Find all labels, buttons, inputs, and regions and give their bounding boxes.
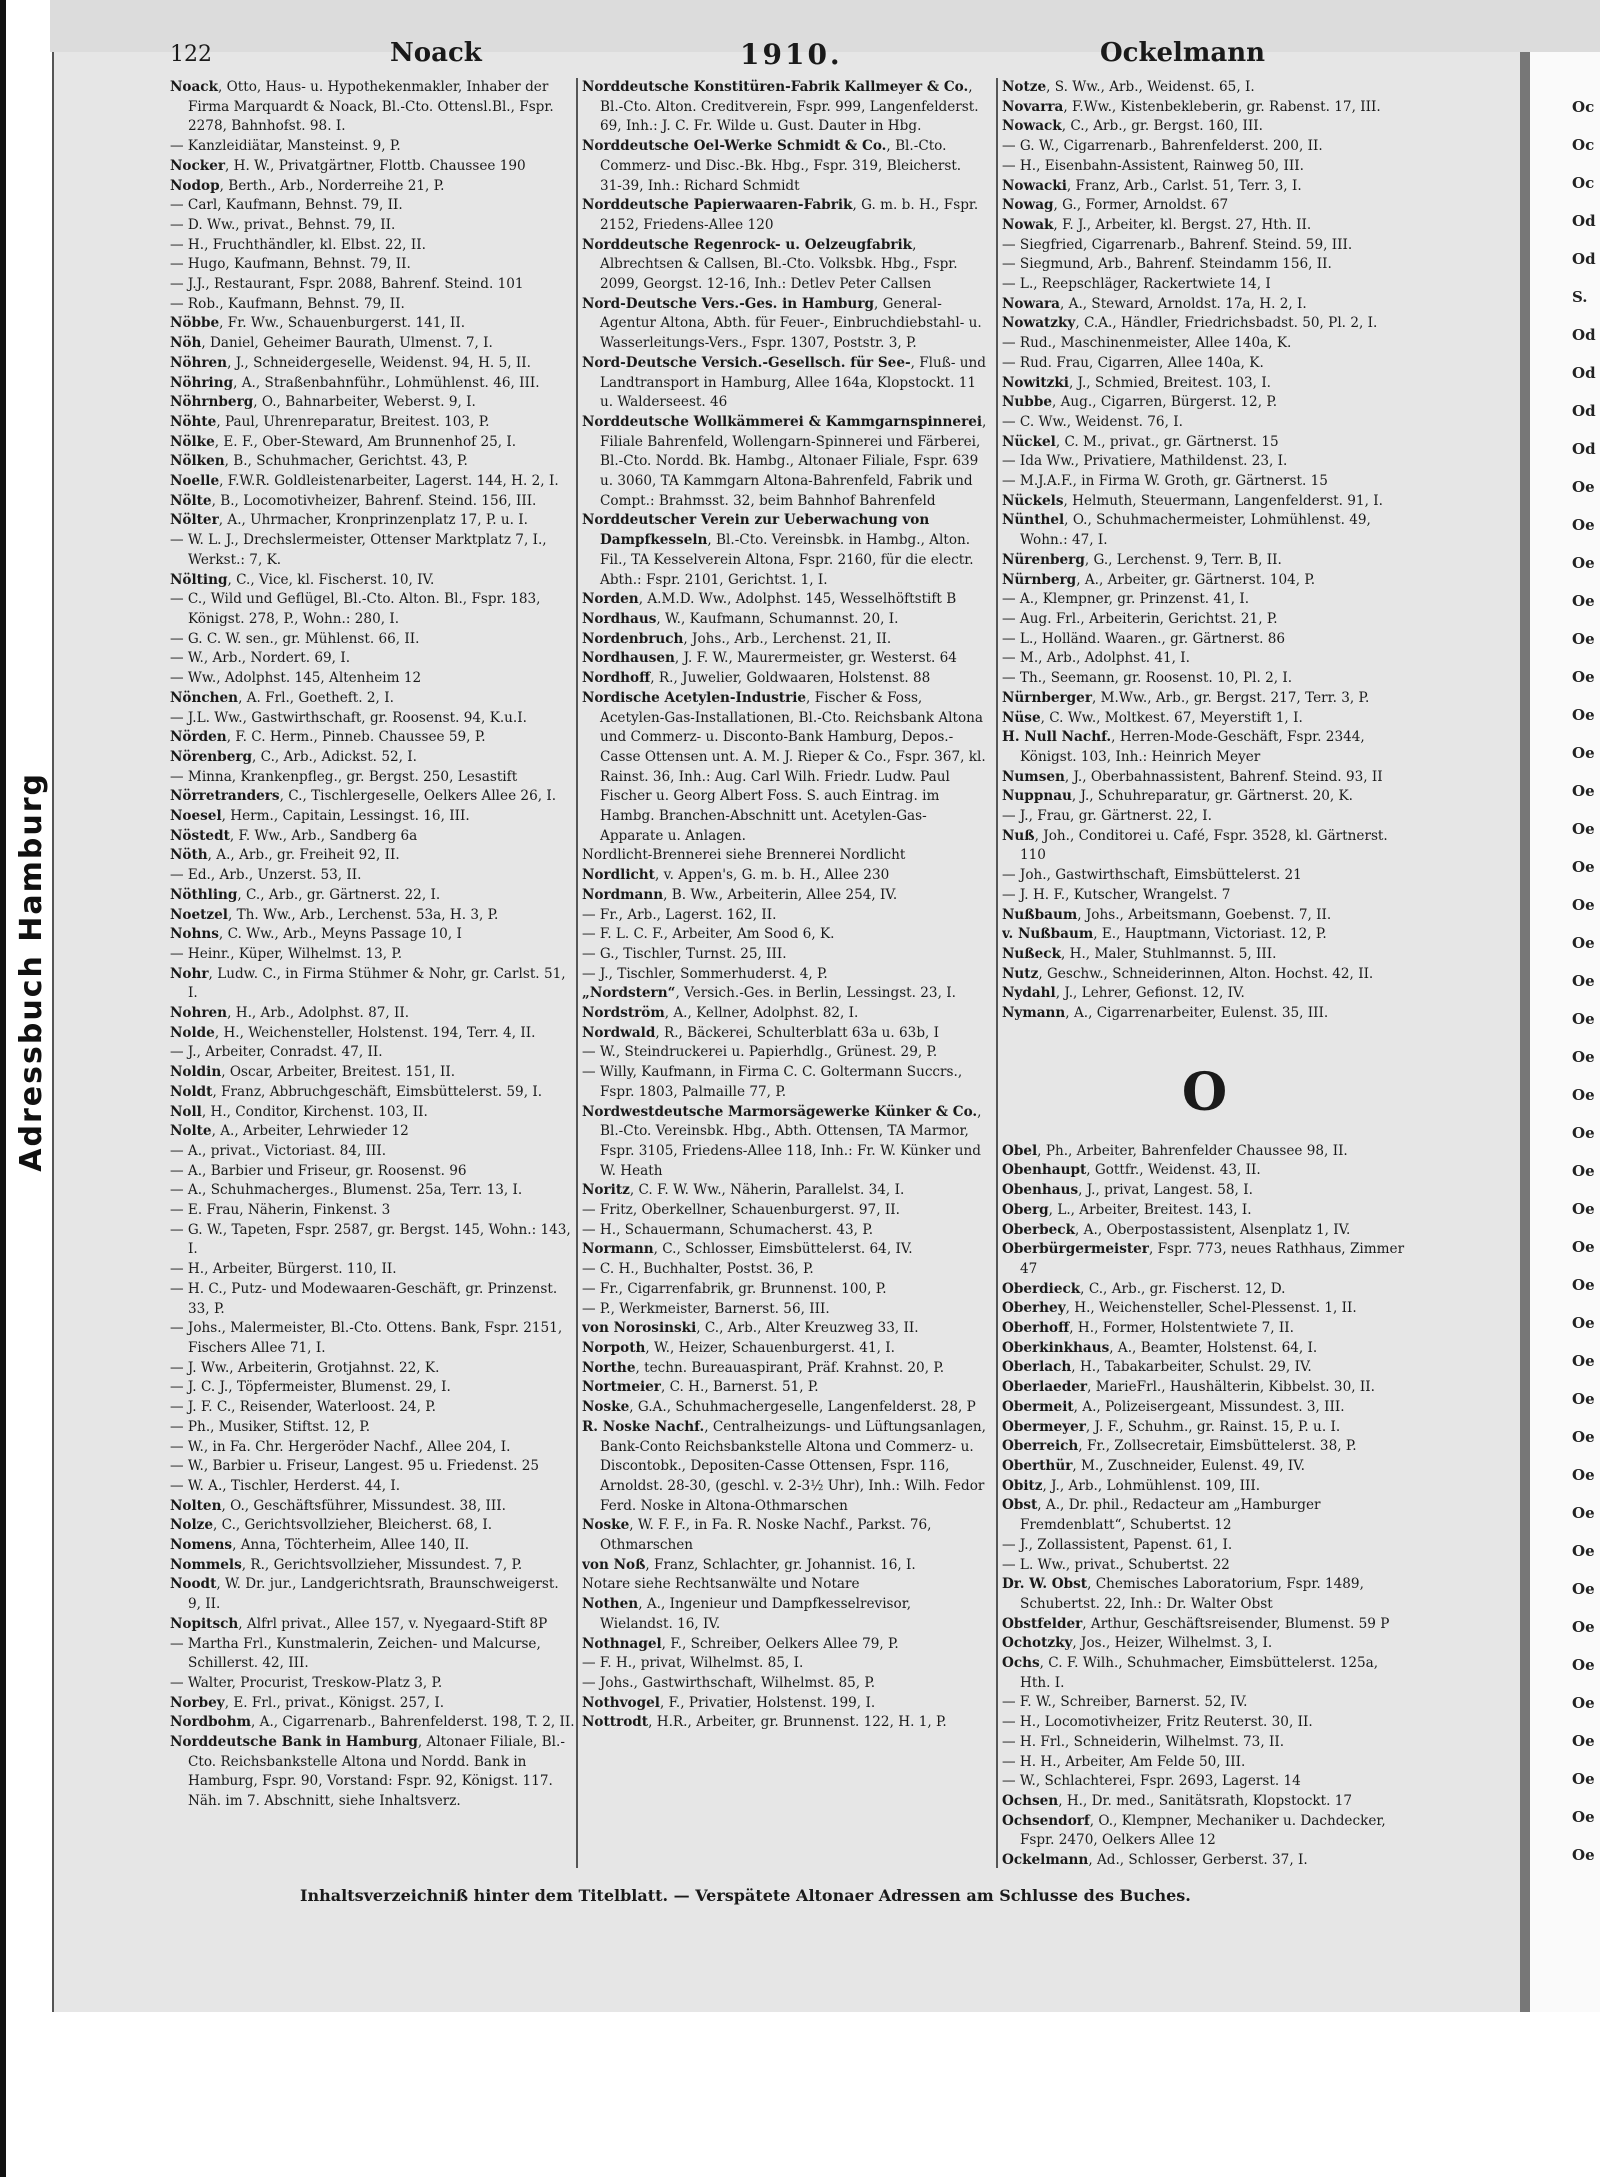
directory-entry: — Carl, Kaufmann, Behnst. 79, II. [170,197,403,214]
directory-entry: — H., Fruchthändler, kl. Elbst. 22, II. [170,236,426,253]
directory-entry: — J. Ww., Arbeiterin, Grotjahnst. 22, K. [170,1359,440,1376]
directory-entry: Nöthling, C., Arb., gr. Gärtnerst. 22, I. [170,886,441,903]
directory-entry: Nölte, B., Locomotivheizer, Bahrenf. Steind. 156, III. [170,492,537,509]
directory-entry: — Th., Seemann, gr. Roosenst. 10, Pl. 2, I. [1002,670,1293,687]
directory-entry: — E. Frau, Näherin, Finkenst. 3 [170,1202,391,1219]
next-page-fragment: Od [1572,250,1596,268]
footer-note: Inhaltsverzeichniß hinter dem Titelblatt. — Verspätete Altonaer Adressen am Schlusse des Buches. [300,1886,1191,1905]
directory-entry: Oberdieck, C., Arb., gr. Fischerst. 12, D. [1002,1280,1286,1297]
directory-entry: — H., Schauermann, Schumacherst. 43, P. [582,1221,874,1238]
directory-entry: Nordhaus, W., Kaufmann, Schumannst. 20, I. [582,610,899,627]
directory-entry: — Fr., Arb., Lagerst. 162, II. [582,906,777,923]
directory-entry: Oberhoff, H., Former, Holstentwiete 7, II. [1002,1320,1294,1337]
directory-entry: Nordström, A., Kellner, Adolphst. 82, I. [582,1005,859,1022]
next-page-fragment: Od [1572,212,1596,230]
next-page-fragment: Oe [1572,896,1595,914]
directory-entry: — Joh., Gastwirthschaft, Eimsbüttelerst. 21 [1002,867,1302,884]
directory-entry: Nölter, A., Uhrmacher, Kronprinzenplatz 17, P. u. I. [170,512,528,529]
directory-entry: Noske, G.A., Schuhmachergeselle, Langenfelderst. 28, P [582,1399,976,1416]
directory-entry: — H. H., Arbeiter, Am Felde 50, III. [1002,1753,1246,1770]
directory-entry: Nowara, A., Steward, Arnoldst. 17a, H. 2, I. [1002,295,1307,312]
directory-entry: Noack, Otto, Haus- u. Hypothekenmakler, Inhaber der Firma Marquardt & Noack, Bl.-Cto. Ottensl.Bl., Fspr. 2278, Bahnhofst. 98. I. [170,79,554,135]
section-letter-o: O [1181,1061,1228,1123]
next-page-fragment: Oe [1572,1238,1595,1256]
page-number: 122 [170,42,212,67]
directory-entry: H. Null Nachf., Herren-Mode-Geschäft, Fspr. 2344, Königst. 103, Inh.: Heinrich Meyer [1002,729,1365,765]
directory-entry: Norddeutsche Wollkämmerei & Kammgarnspinnerei, Filiale Bahrenfeld, Wollengarn-Spinnerei und Färberei, Bl.-Cto. Nordd. Bk. Hambg., Altonaer Filiale, Fspr. 639 u. 3060, TA Kammgarn Altona-Bahrenfeld, Fabrik und Compt.: Brahmsst. 32, beim Bahnhof Bahrenfeld [582,413,987,509]
directory-entry: Oberlach, H., Tabakarbeiter, Schulst. 29, IV. [1002,1359,1312,1376]
directory-entry: Noesel, Herm., Capitain, Lessingst. 16, III. [170,808,470,825]
directory-entry: Obst, A., Dr. phil., Redacteur am „Hamburger Fremdenblatt“, Schubertst. 12 [1002,1497,1321,1534]
directory-entry: — F. W., Schreiber, Barnerst. 52, IV. [1002,1694,1248,1711]
directory-entry: Nordwald, R., Bäckerei, Schulterblatt 63a u. 63b, I [582,1024,940,1041]
directory-entry: Nordhausen, J. F. W., Maurermeister, gr. Westerst. 64 [582,650,957,667]
directory-entry: Obermeyer, J. F., Schuhm., gr. Rainst. 15, P. u. I. [1002,1418,1341,1435]
directory-entry: Nord-Deutsche Versich.-Gesellsch. für See-, Fluß- und Landtransport in Hamburg, Allee 164a, Klopstockt. 11 u. Walderseest. 46 [582,354,986,411]
next-page-fragment: Oe [1572,1580,1595,1598]
entries-n [1002,78,1407,1024]
directory-entry: Nußbaum, Johs., Arbeitsmann, Goebenst. 7, II. [1002,906,1332,923]
directory-entry: Noritz, C. F. W. Ww., Näherin, Parallelst. 34, I. [582,1182,905,1199]
directory-entry: Nolte, A., Arbeiter, Lehrwieder 12 [170,1123,409,1140]
directory-column-2 [582,78,987,1868]
directory-entry: — Johs., Malermeister, Bl.-Cto. Ottens. Bank, Fspr. 2151, Fischers Allee 71, I. [170,1320,563,1356]
directory-entry: — Fr., Cigarrenfabrik, gr. Brunnenst. 100, P. [582,1280,887,1297]
directory-entry: — Martha Frl., Kunstmalerin, Zeichen- und Malcurse, Schillerst. 42, III. [170,1635,541,1672]
directory-entry: Nöbbe, Fr. Ww., Schauenburgerst. 141, II. [170,315,466,332]
header-first-entry: Noack [390,38,482,68]
directory-entry: Nordlicht-Brennerei siehe Brennerei Nordlicht [582,847,906,864]
directory-entry: Nölken, B., Schuhmacher, Gerichtst. 43, P. [170,453,468,470]
directory-entry: Nothnagel, F., Schreiber, Oelkers Allee 79, P. [582,1635,899,1652]
directory-entry: — Rud. Frau, Cigarren, Allee 140a, K. [1002,354,1264,371]
directory-entry: — A., Barbier und Friseur, gr. Roosenst. 96 [170,1162,467,1179]
directory-entry: Oberg, L., Arbeiter, Breitest. 143, I. [1002,1201,1252,1218]
directory-entry: Ochsendorf, O., Klempner, Mechaniker u. Dachdecker, Fspr. 2470, Oelkers Allee 12 [1002,1812,1386,1849]
directory-entry: Oberbürgermeister, Fspr. 773, neues Rathhaus, Zimmer 47 [1002,1241,1405,1277]
directory-entry: — J., Tischler, Sommerhuderst. 4, P. [582,965,828,982]
directory-entry: Nöhrnberg, O., Bahnarbeiter, Weberst. 9, I. [170,394,476,411]
directory-entry: — W. L. J., Drechslermeister, Ottenser Marktplatz 7, I., Werkst.: 7, K. [170,532,547,568]
directory-entry: Nolde, H., Weichensteller, Holstenst. 194, Terr. 4, II. [170,1024,536,1041]
column-divider [996,78,998,1868]
directory-entry: Ochotzky, Jos., Heizer, Wilhelmst. 3, I. [1002,1635,1273,1652]
next-page-fragment: Oe [1572,1162,1595,1180]
directory-entry: Nöh, Daniel, Geheimer Baurath, Ulmenst. 7, I. [170,335,493,352]
directory-entry: Oberthür, M., Zuschneider, Eulenst. 49, IV. [1002,1458,1305,1474]
directory-entry: Nöth, A., Arb., gr. Freiheit 92, II. [170,847,400,864]
directory-entry: — Siegfried, Cigarrenarb., Bahrenf. Steind. 59, III. [1002,236,1353,253]
directory-entry: Ockelmann, Ad., Schlosser, Gerberst. 37, I. [1002,1852,1308,1868]
directory-column-3 [1002,78,1407,1868]
directory-entry: Noetzel, Th. Ww., Arb., Lerchenst. 53a, H. 3, P. [170,906,499,923]
directory-entry: — J. F. C., Reisender, Waterloost. 24, P. [170,1399,436,1416]
directory-entry: Nordwestdeutsche Marmorsägewerke Künker & Co., Bl.-Cto. Vereinsbk. Hbg., Abth. Ottensen, TA Marmor, Fspr. 3105, Friedens-Allee 118, Inh.: Fr. W. Künker und W. Heath [582,1103,982,1179]
directory-entry: Norddeutsche Konstitüren-Fabrik Kallmeyer & Co., Bl.-Cto. Alton. Creditverein, Fspr. 999, Langenfelderst. 69, Inh.: J. C. Fr. Wilde u. Gust. Dauter in Hbg. [582,79,979,135]
directory-entry: Nommels, R., Gerichtsvollzieher, Missundest. 7, P. [170,1556,523,1573]
next-page-fragment: Oe [1572,1542,1595,1560]
directory-entry: — Minna, Krankenpfleg., gr. Bergst. 250, Lesastift [170,768,518,785]
directory-entry: Nowak, F. J., Arbeiter, kl. Bergst. 27, Hth. II. [1002,216,1312,233]
next-page-fragment: Oe [1572,1846,1595,1864]
next-page-fragment: Oe [1572,592,1595,610]
next-page-fragment: Oc [1572,136,1595,154]
directory-entry: Nolze, C., Gerichtsvollzieher, Bleicherst. 68, I. [170,1517,493,1534]
directory-entry: Oberhey, H., Weichensteller, Schel-Plessenst. 1, II. [1002,1300,1357,1317]
directory-entry: Norden, A.M.D. Ww., Adolphst. 145, Wesselhöftstift B [582,591,957,608]
directory-entry: Obenhaus, J., privat, Langest. 58, I. [1002,1182,1253,1199]
header-year: 1910. [740,38,843,71]
next-page-fragment: Oe [1572,1010,1595,1028]
directory-entry: Normann, C., Schlosser, Eimsbüttelerst. 64, IV. [582,1241,913,1258]
directory-entry: — W., Steindruckerei u. Papierhdlg., Grünest. 29, P. [582,1044,938,1061]
directory-entry: — Ida Ww., Privatiere, Mathildenst. 23, I. [1002,453,1288,470]
directory-entry: von Noß, Franz, Schlachter, gr. Johannist. 16, I. [582,1556,916,1573]
directory-entry: — L., Holländ. Waaren., gr. Gärtnerst. 86 [1002,630,1286,647]
directory-entry: — W., Barbier u. Friseur, Langest. 95 u. Friedenst. 25 [170,1458,540,1475]
directory-entry: — G. W., Tapeten, Fspr. 2587, gr. Bergst. 145, Wohn.: 143, I. [170,1221,571,1258]
next-page-fragment: Oe [1572,1352,1595,1370]
directory-entry: — W. A., Tischler, Herderst. 44, I. [170,1477,401,1494]
directory-entry: Nowatzky, C.A., Händler, Friedrichsbadst. 50, Pl. 2, I. [1002,315,1378,332]
directory-entry: — J.J., Restaurant, Fspr. 2088, Bahrenf. Steind. 101 [170,276,524,293]
directory-entry: Nothvogel, F., Privatier, Holstenst. 199, I. [582,1694,876,1711]
directory-entry: Notze, S. Ww., Arb., Weidenst. 65, I. [1002,79,1255,95]
directory-entry: Novarra, F.Ww., Kistenbekleberin, gr. Rabenst. 17, III. [1002,98,1381,115]
next-page-fragment: Oe [1572,1694,1595,1712]
next-page-fragment: Od [1572,440,1596,458]
directory-entry: — Kanzleidiätar, Mansteinst. 9, P. [170,138,401,155]
directory-entry: Nordische Acetylen-Industrie, Fischer & Foss, Acetylen-Gas-Installationen, Bl.-Cto. Reichsbank Altona und Commerz- u. Disconto-Bank Hamburg, Depos.-Casse Ottensen unt. A. M. J. Rieper & Co., Fspr. 367, kl. Rainst. 36, Inh.: Aug. Carl Wilh. Friedr. Ludw. Paul Fischer u. Georg Albert Foss. S. auch Eintrag. im Hambg. Branchen-Abschnitt unt. Acetylen-Gas-Apparate u. Anlagen. [582,689,986,844]
directory-entry: Noelle, F.W.R. Goldleistenarbeiter, Lagerst. 144, H. 2, I. [170,473,559,490]
directory-entry: Nückel, C. M., privat., gr. Gärtnerst. 15 [1002,433,1279,450]
directory-entry: — Ed., Arb., Unzerst. 53, II. [170,867,362,884]
directory-entry: Norddeutsche Oel-Werke Schmidt & Co., Bl.-Cto. Commerz- und Disc.-Bk. Hbg., Fspr. 319, Bleicherst. 31-39, Inh.: Richard Schmidt [582,138,962,194]
directory-entry: Nymann, A., Cigarrenarbeiter, Eulenst. 35, III. [1002,1005,1329,1022]
directory-entry: Noldin, Oscar, Arbeiter, Breitest. 151, II. [170,1064,456,1081]
directory-entry: — Ph., Musiker, Stiftst. 12, P. [170,1418,371,1435]
directory-entry: Ochsen, H., Dr. med., Sanitätsrath, Klopstockt. 17 [1002,1792,1353,1809]
next-page-fragment: Oe [1572,1504,1595,1522]
next-page-fragment: Oe [1572,554,1595,572]
directory-entry: Obenhaupt, Gottfr., Weidenst. 43, II. [1002,1162,1261,1179]
directory-entry: — Willy, Kaufmann, in Firma C. C. Goltermann Succrs., Fspr. 1803, Palmaille 77, P. [582,1064,963,1100]
directory-entry: — J., Zollassistent, Papenst. 61, I. [1002,1536,1233,1553]
directory-entry: Obel, Ph., Arbeiter, Bahrenfelder Chaussee 98, II. [1002,1142,1348,1159]
directory-entry: — W., Schlachterei, Fspr. 2693, Lagerst. 14 [1002,1773,1301,1790]
directory-entry: Nocker, H. W., Privatgärtner, Flottb. Chaussee 190 [170,157,526,174]
spine-text: Adressbuch Hamburg [14,772,49,1172]
directory-entry: — G. W., Cigarrenarb., Bahrenfelderst. 200, II. [1002,138,1323,155]
next-page-fragment: Oe [1572,1314,1595,1332]
directory-entry: Nohns, C. Ww., Arb., Meyns Passage 10, I [170,926,462,943]
directory-entry: — Ww., Adolphst. 145, Altenheim 12 [170,670,422,687]
directory-entry: Nordmann, B. Ww., Arbeiterin, Allee 254, IV. [582,886,898,903]
directory-entry: — J., Frau, gr. Gärtnerst. 22, I. [1002,808,1212,825]
directory-entry: Noske, W. F. F., in Fa. R. Noske Nachf., Parkst. 76, Othmarschen [582,1517,932,1554]
directory-entry: — L., Reepschläger, Rackertwiete 14, I [1002,276,1271,293]
directory-entry: — H. C., Putz- und Modewaaren-Geschäft, gr. Prinzenst. 33, P. [170,1280,558,1317]
directory-entry: — W., Arb., Nordert. 69, I. [170,650,351,667]
directory-entry: Oberlaeder, MarieFrl., Haushälterin, Kibbelst. 30, II. [1002,1379,1375,1396]
directory-entry: Nürenberg, G., Lerchenst. 9, Terr. B, II. [1002,551,1282,568]
directory-entry: Nüse, C. Ww., Moltkest. 67, Meyerstift 1, I. [1002,709,1303,726]
next-page-fragment: Oe [1572,706,1595,724]
directory-entry: Nürnberger, M.Ww., Arb., gr. Bergst. 217, Terr. 3, P. [1002,689,1370,706]
directory-entry: „Nordstern“, Versich.-Ges. in Berlin, Lessingst. 23, I. [582,985,956,1002]
next-page-fragment: Oe [1572,744,1595,762]
directory-entry: — A., Klempner, gr. Prinzenst. 41, I. [1002,591,1250,608]
directory-entry: — L. Ww., privat., Schubertst. 22 [1002,1556,1230,1573]
directory-entry: Notare siehe Rechtsanwälte und Notare [582,1576,860,1593]
next-page-fragment: Oc [1572,174,1595,192]
directory-entry: Oberreich, Fr., Zollsecretair, Eimsbüttelerst. 38, P. [1002,1438,1357,1455]
next-page-fragment: Oe [1572,972,1595,990]
gutter [1520,52,1530,2012]
directory-entry: von Norosinski, C., Arb., Alter Kreuzweg 33, II. [582,1320,919,1337]
directory-entry: — M., Arb., Adolphst. 41, I. [1002,650,1190,667]
directory-entry: — Siegmund, Arb., Bahrenf. Steindamm 156, II. [1002,256,1332,273]
directory-entry: Norpoth, W., Heizer, Schauenburgerst. 41, I. [582,1340,895,1356]
header-last-entry: Ockelmann [1100,38,1266,68]
directory-entry: Nordbohm, A., Cigarrenarb., Bahrenfelderst. 198, T. 2, II. [170,1714,575,1731]
next-page-fragment: Od [1572,402,1596,420]
directory-entry: Nörenberg, C., Arb., Adickst. 52, I. [170,748,417,765]
directory-entry: Nölke, E. F., Ober-Steward, Am Brunnenhof 25, I. [170,433,517,450]
directory-entry: — P., Werkmeister, Barnerst. 56, III. [582,1300,830,1317]
directory-entry: Norbey, E. Frl., privat., Königst. 257, I. [170,1694,445,1711]
directory-entry: Obstfelder, Arthur, Geschäftsreisender, Blumenst. 59 P [1002,1615,1390,1632]
directory-entry: — Rob., Kaufmann, Behnst. 79, II. [170,295,405,312]
next-page-fragment: Oe [1572,1808,1595,1826]
directory-entry: Nomens, Anna, Töchterheim, Allee 140, II. [170,1537,470,1554]
next-page-fragment: Od [1572,326,1596,344]
column-divider [576,78,578,1868]
directory-entry: — C. H., Buchhalter, Postst. 36, P. [582,1261,814,1278]
directory-entry: — H., Locomotivheizer, Fritz Reuterst. 30, II. [1002,1714,1313,1731]
directory-entry: Norddeutsche Regenrock- u. Oelzeugfabrik, Albrechtsen & Callsen, Bl.-Cto. Volksbk. Hbg., Fspr. 2099, Georgst. 12-16, Inh.: Detlev Peter Callsen [582,236,958,293]
directory-entry: — H. Frl., Schneiderin, Wilhelmst. 73, II. [1002,1733,1285,1750]
entries-o [1002,1142,1407,1868]
directory-entry: Nord-Deutsche Vers.-Ges. in Hamburg, General-Agentur Altona, Abth. für Feuer-, Einbruchdiebstahl- u. Wasserleitungs-Vers., Fspr. 1307, Poststr. 3, P. [582,295,982,352]
next-page-fragment: Oe [1572,1200,1595,1218]
directory-entry: — A., Schuhmacherges., Blumenst. 25a, Terr. 13, I. [170,1182,523,1199]
directory-entry: Nowag, G., Former, Arnoldst. 67 [1002,197,1229,214]
directory-entry: — Heinr., Küper, Wilhelmst. 13, P. [170,945,403,962]
directory-entry: Nöhren, J., Schneidergeselle, Weidenst. 94, H. 5, II. [170,354,531,371]
directory-entry: Norddeutsche Papierwaaren-Fabrik, G. m. b. H., Fspr. 2152, Friedens-Allee 120 [582,197,979,233]
directory-entry: Nöhring, A., Straßenbahnführ., Lohmühlenst. 46, III. [170,374,540,391]
directory-entry: — M.J.A.F., in Firma W. Groth, gr. Gärtnerst. 15 [1002,473,1328,490]
directory-entry: Nubbe, Aug., Cigarren, Bürgerst. 12, P. [1002,394,1278,411]
directory-entry: Nöhte, Paul, Uhrenreparatur, Breitest. 103, P. [170,413,490,430]
directory-entry: Nöstedt, F. Ww., Arb., Sandberg 6a [170,827,418,844]
directory-entry: Nohren, H., Arb., Adolphst. 87, II. [170,1005,410,1022]
next-page-fragment: Oe [1572,668,1595,686]
directory-entry: Nowitzki, J., Schmied, Breitest. 103, I. [1002,374,1272,391]
directory-entry: Noldt, Franz, Abbruchgeschäft, Eimsbüttelerst. 59, I. [170,1083,543,1100]
directory-entry: Norddeutscher Verein zur Ueberwachung von Dampfkesseln, Bl.-Cto. Vereinsbk. in Hambg., Alton. Fil., TA Kesselverein Altona, Fspr. 2160, für die electr. Abth.: Fspr. 2101, Gerichtst. 1, I. [582,512,974,588]
directory-entry: Noodt, W. Dr. jur., Landgerichtsrath, Braunschweigerst. 9, II. [170,1576,559,1613]
directory-entry: Nutz, Geschw., Schneiderinnen, Alton. Hochst. 42, II. [1002,965,1374,982]
next-page-fragment: Oe [1572,516,1595,534]
directory-entry: Nortmeier, C. H., Barnerst. 51, P. [582,1379,819,1396]
next-page-fragment: Oe [1572,1390,1595,1408]
directory-entry: Noll, H., Conditor, Kirchenst. 103, II. [170,1103,428,1120]
directory-entry: Oberbeck, A., Oberpostassistent, Alsenplatz 1, IV. [1002,1221,1351,1238]
directory-entry: — Rud., Maschinenmeister, Allee 140a, K. [1002,335,1292,352]
next-page-fragment: Oe [1572,630,1595,648]
next-page-fragment: Oe [1572,1276,1595,1294]
directory-entry: Nodop, Berth., Arb., Norderreihe 21, P. [170,177,445,194]
directory-entry: — J. H. F., Kutscher, Wrangelst. 7 [1002,886,1231,903]
directory-entry: — F. H., privat, Wilhelmst. 85, I. [582,1655,804,1672]
next-page-strip [1520,52,1600,2012]
directory-entry: Nolten, O., Geschäftsführer, Missundest. 38, III. [170,1497,506,1514]
directory-entry: Nottrodt, H.R., Arbeiter, gr. Brunnenst. 122, H. 1, P. [582,1714,947,1731]
directory-entry: Obitz, J., Arb., Lohmühlenst. 109, III. [1002,1477,1261,1494]
next-page-fragment: Oe [1572,1086,1595,1104]
next-page-fragment: Oe [1572,782,1595,800]
directory-entry: Nölting, C., Vice, kl. Fischerst. 10, IV. [170,571,435,588]
directory-entry: Nuß, Joh., Conditorei u. Café, Fspr. 3528, kl. Gärtnerst. 110 [1002,827,1388,864]
directory-entry: Obermeit, A., Polizeisergeant, Missundest. 3, III. [1002,1398,1345,1415]
directory-entry: Nuppnau, J., Schuhreparatur, gr. Gärtnerst. 20, K. [1002,788,1353,805]
page-header [170,36,1300,76]
directory-entry: — C. Ww., Weidenst. 76, I. [1002,413,1183,430]
directory-entry: — C., Wild und Geflügel, Bl.-Cto. Alton. Bl., Fspr. 183, Königst. 278, P., Wohn.: 280, I. [170,591,541,627]
directory-entry: — G., Tischler, Turnst. 25, III. [582,945,787,962]
next-page-fragment: Oe [1572,1770,1595,1788]
directory-entry: Nörden, F. C. Herm., Pinneb. Chaussee 59, P. [170,729,486,746]
directory-entry: — H., Eisenbahn-Assistent, Rainweg 50, III. [1002,157,1304,174]
directory-entry: Nückels, Helmuth, Steuermann, Langenfelderst. 91, I. [1002,492,1383,509]
directory-entry: — H., Arbeiter, Bürgerst. 110, II. [170,1261,397,1278]
directory-entry: v. Nußbaum, E., Hauptmann, Victoriast. 12, P. [1002,926,1327,943]
next-page-fragment: Oe [1572,858,1595,876]
directory-entry: — J., Arbeiter, Conradst. 47, II. [170,1044,383,1061]
next-page-fragment: Oe [1572,478,1595,496]
scan-edge [0,0,6,2177]
directory-entry: Nordenbruch, Johs., Arb., Lerchenst. 21, II. [582,630,892,647]
next-page-fragment: Oe [1572,1048,1595,1066]
directory-entry: Nordhoff, R., Juwelier, Goldwaaren, Holstenst. 88 [582,670,931,687]
directory-entry: Nußeck, H., Maler, Stuhlmannst. 5, III. [1002,945,1277,962]
directory-entry: Nowack, C., Arb., gr. Bergst. 160, III. [1002,118,1263,135]
directory-entry: — G. C. W. sen., gr. Mühlenst. 66, II. [170,630,420,647]
next-page-fragment: Oe [1572,1124,1595,1142]
directory-entry: Numsen, J., Oberbahnassistent, Bahrenf. Steind. 93, II [1002,768,1383,785]
directory-entry: — Walter, Procurist, Treskow-Platz 3, P. [170,1674,443,1691]
directory-entry: Dr. W. Obst, Chemisches Laboratorium, Fspr. 1489, Schubertst. 22, Inh.: Dr. Walter Obst [1002,1576,1364,1612]
directory-entry: — Aug. Frl., Arbeiterin, Gerichtst. 21, P. [1002,610,1278,627]
directory-entry: — Hugo, Kaufmann, Behnst. 79, II. [170,256,411,273]
directory-entry: Nydahl, J., Lehrer, Gefionst. 12, IV. [1002,985,1245,1002]
directory-entry: — J.L. Ww., Gastwirthschaft, gr. Roosenst. 94, K.u.I. [170,709,527,726]
next-page-fragment: Oe [1572,1428,1595,1446]
next-page-fragment: Oe [1572,820,1595,838]
directory-entry: Norddeutsche Bank in Hamburg, Altonaer Filiale, Bl.-Cto. Reichsbankstelle Altona und Nordd. Bank in Hamburg, Fspr. 90, Vorstand: Fspr. 92, Königst. 117. Näh. im 7. Abschnitt, siehe Inhaltsverz. [170,1734,565,1810]
next-page-fragment: Oe [1572,934,1595,952]
next-page-fragment: Oe [1572,1732,1595,1750]
directory-entry: — Johs., Gastwirthschaft, Wilhelmst. 85, P. [582,1674,876,1691]
directory-entry: — Fritz, Oberkellner, Schauenburgerst. 97, II. [582,1202,900,1219]
directory-entry: Nowacki, Franz, Arb., Carlst. 51, Terr. 3, I. [1002,177,1302,194]
next-page-fragment: Oc [1572,98,1595,116]
directory-entry: R. Noske Nachf., Centralheizungs- und Lüftungsanlagen, Bank-Conto Reichsbankstelle Altona und Commerz- u. Discontobk., Depositen-Casse Ottensen, Fspr. 116, Arnoldst. 28-30, (geschl. v. 2-3½ Uhr), Inh.: Wilh. Fedor Ferd. Noske in Altona-Othmarschen [582,1418,987,1514]
directory-entry: Nörretranders, C., Tischlergeselle, Oelkers Allee 26, I. [170,788,557,805]
directory-entry: — D. Ww., privat., Behnst. 79, II. [170,216,396,233]
directory-entry: — J. C. J., Töpfermeister, Blumenst. 29, I. [170,1379,451,1396]
next-page-fragment: Oe [1572,1656,1595,1674]
directory-entry: Oberkinkhaus, A., Beamter, Holstenst. 64, I. [1002,1339,1318,1356]
directory-entry: Nopitsch, Alfrl privat., Allee 157, v. Nyegaard-Stift 8P [170,1615,548,1632]
next-page-fragment: Od [1572,364,1596,382]
directory-entry: — F. L. C. F., Arbeiter, Am Sood 6, K. [582,926,835,943]
directory-entry: Nönchen, A. Frl., Goetheft. 2, I. [170,689,394,706]
directory-entry: Northe, techn. Bureauaspirant, Präf. Krahnst. 20, P. [582,1359,945,1376]
directory-entry: Nordlicht, v. Appen's, G. m. b. H., Allee 230 [582,867,890,884]
directory-entry: Nothen, A., Ingenieur und Dampfkesselrevisor, Wielandst. 16, IV. [582,1596,912,1632]
directory-entry: Nohr, Ludw. C., in Firma Stühmer & Nohr, gr. Carlst. 51, I. [170,965,566,1002]
directory-entry: Nünthel, O., Schuhmachermeister, Lohmühlenst. 49, Wohn.: 47, I. [1002,512,1371,549]
directory-entry: — A., privat., Victoriast. 84, III. [170,1142,387,1159]
next-page-fragment: S. [1572,288,1588,306]
next-page-fragment: Oe [1572,1466,1595,1484]
directory-entry: Ochs, C. F. Wilh., Schuhmacher, Eimsbüttelerst. 125a, Hth. I. [1002,1655,1379,1691]
directory-entry: Nürnberg, A., Arbeiter, gr. Gärtnerst. 104, P. [1002,571,1316,588]
next-page-fragment: Oe [1572,1618,1595,1636]
directory-entry: — W., in Fa. Chr. Hergeröder Nachf., Allee 204, I. [170,1438,511,1455]
directory-column-1 [170,78,575,1868]
